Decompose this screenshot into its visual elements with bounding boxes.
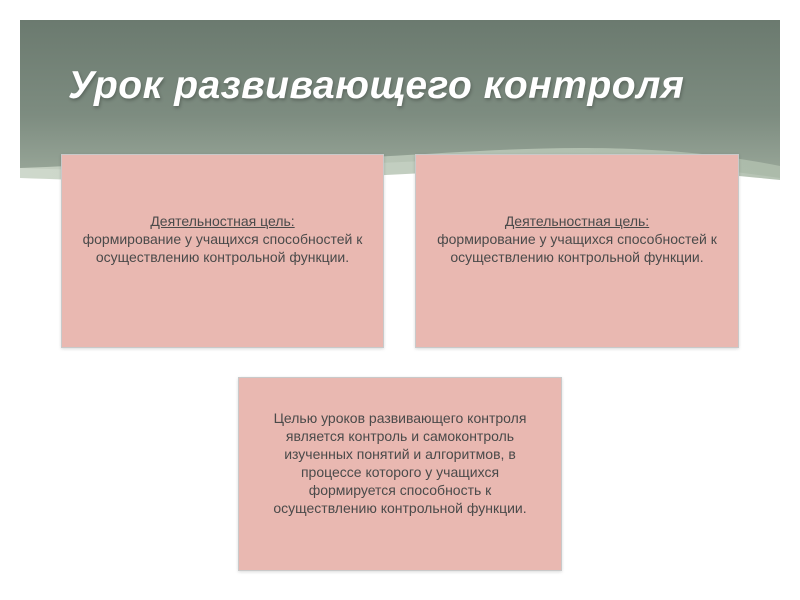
card-top-left-text: формирование у учащихся способностей к осуществлению контрольной функции. (82, 231, 363, 265)
card-top-left-label: Деятельностная цель: (150, 213, 295, 229)
card-top-right (415, 154, 739, 348)
card-top-right-label: Деятельностная цель: (504, 213, 650, 229)
card-top-right-text: формирование у учащихся способностей к осуществлению контрольной функции. (437, 231, 717, 265)
card-bottom (238, 377, 562, 571)
slide-title: Урок развивающего контроля (68, 64, 685, 107)
card-bottom-text: Целью уроков развивающего контроля является контроль и самоконтроль изученных понятий и алгоритмов, в процессе которого у учащихся формируется способность к осуществлению контрольной функции. (273, 410, 527, 516)
card-top-left (61, 154, 384, 348)
